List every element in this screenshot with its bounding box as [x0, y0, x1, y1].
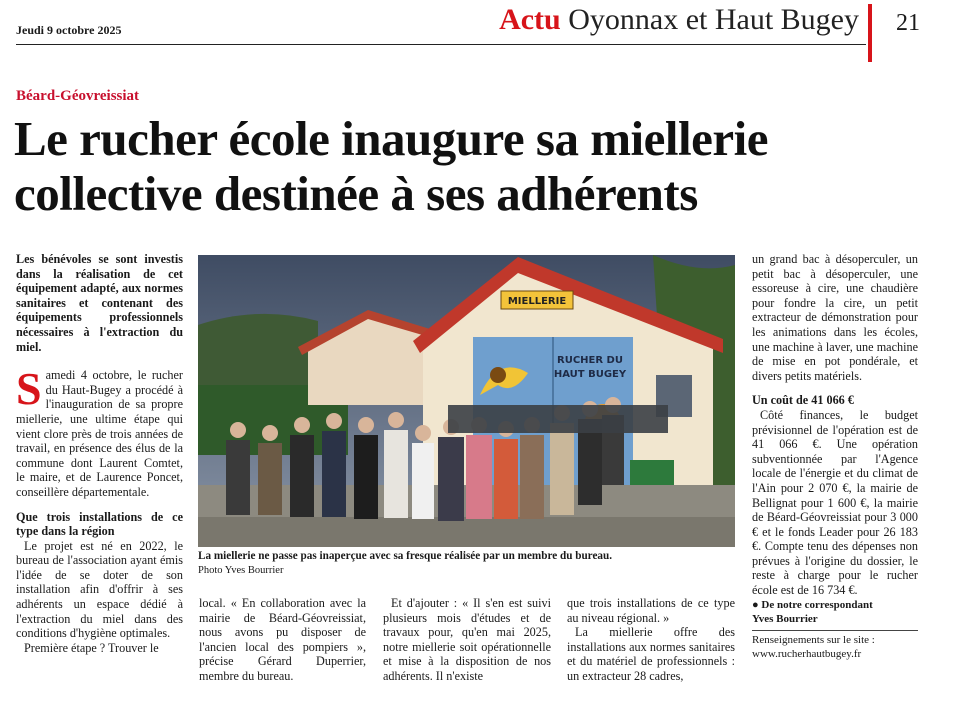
article-kicker: Béard-Géovreissiat [16, 88, 140, 104]
article-photo [198, 255, 735, 547]
column-2-text: local. « En collaboration avec la mairie de Béard-Géovreissiat, nous avons pu disposer de l'ancien local des pompiers », précise Gérard Duperrier, membre du bureau. [199, 596, 366, 683]
column-3-text: Et d'ajouter : « Il s'en est suivi plusieurs mois d'études et de travaux pour, qu'en mai 2025, notre miellerie soit opérationnelle et mise à la disposition de nos adhérents. Il n'existe [383, 596, 551, 683]
photo-sign-text: MIELLERIE [507, 296, 567, 307]
subhead-cost: Un coût de 41 066 € [752, 393, 854, 408]
subsection-label: Oyonnax et Haut Bugey [568, 3, 859, 36]
section-heading [499, 3, 859, 37]
lead-text: amedi 4 octobre, le rucher du Haut-Bugey a procédé à l'inauguration de sa propre miellerie, une ultime étape qui vient clore près de trois années de travail, en présence des élus de la commune dont Laurent Comtet, le maire, et de Laurence Poncet, conseillère départementale. [16, 368, 183, 499]
drop-cap: S [16, 363, 42, 415]
column-4-text-a: que trois installations de ce type au niveau régional. » [567, 596, 735, 625]
article-title: Le rucher école inaugure sa miellerie collective destinée à ses adhérents [14, 111, 768, 221]
article-chapo: Les bénévoles se sont investis dans la réalisation de cet équipement adapté, aux normes sanitaires et contenant des équipements professionnels nécessaires à l'extraction du miel. [16, 252, 183, 354]
header-rule [16, 44, 866, 45]
correspondent-signature: ● De notre correspondant [752, 598, 873, 611]
column-5-text-b: Côté finances, le budget prévisionnel de l'opération est de 41 066 €. Une opération subventionnée par l'Agence locale de l'énergie et du climat de l'Ain pour 2 070 €, la mairie de Bellignat pour 1 600 €, la mairie de Béard-Géovreissiat pour 3 000 € et le fonds Leader pour 26 183 €. Compte tenu des dépenses non prévues à l'origine du dossier, le reste à charge pour le rucher école est de 16 734 €. [752, 407, 918, 598]
site-label: Renseignements sur le site : [752, 630, 918, 648]
author-name: Yves Bourrier [752, 613, 818, 626]
section-label: Actu [499, 3, 561, 36]
article-column-5 [752, 252, 918, 662]
article-lead [16, 363, 183, 499]
paragraph-project: Le projet est né en 2022, le bureau de l'association ayant émis l'idée de se doter de son installation afin d'offrir à ses adhérents un espace dédié à l'extraction du miel dans des conditions d'hygiène optimales. [16, 538, 183, 641]
photo-fresco-line2: HAUT BUGEY [553, 369, 627, 380]
photo-fresco-line1: RUCHER DU [557, 355, 623, 366]
article-column-1 [16, 252, 183, 655]
column-4-text-b: La miellerie offre des installations aux normes sanitaires et du matériel de professionnels : un extracteur 28 cadres, [567, 625, 735, 683]
photo-caption: La miellerie ne passe pas inaperçue avec sa fresque réalisée par un membre du bureau. [198, 550, 613, 562]
site-url: www.rucherhautbugey.fr [752, 648, 862, 661]
article-column-2 [199, 596, 366, 684]
column-5-text-a: un grand bac à désoperculer, un petit bac à désoperculer, une essoreuse à cire, une chaudière pour fondre la cire, un petit extracteur de démonstration pour les animations dans les écoles, une machine à laver, une machine de mise en pot pondérale, et divers petits matériels. [752, 252, 918, 383]
photo-credit: Photo Yves Bourrier [198, 565, 284, 576]
page-number: 21 [896, 10, 920, 36]
paragraph-first-step: Première étape ? Trouver le [24, 640, 159, 655]
subhead-regional: Que trois installations de ce type dans la région [16, 509, 183, 539]
article-column-4 [567, 596, 735, 684]
article-column-3 [383, 596, 551, 684]
photo-image [198, 255, 735, 547]
issue-date: Jeudi 9 octobre 2025 [16, 23, 122, 37]
header-red-bar [868, 4, 872, 62]
